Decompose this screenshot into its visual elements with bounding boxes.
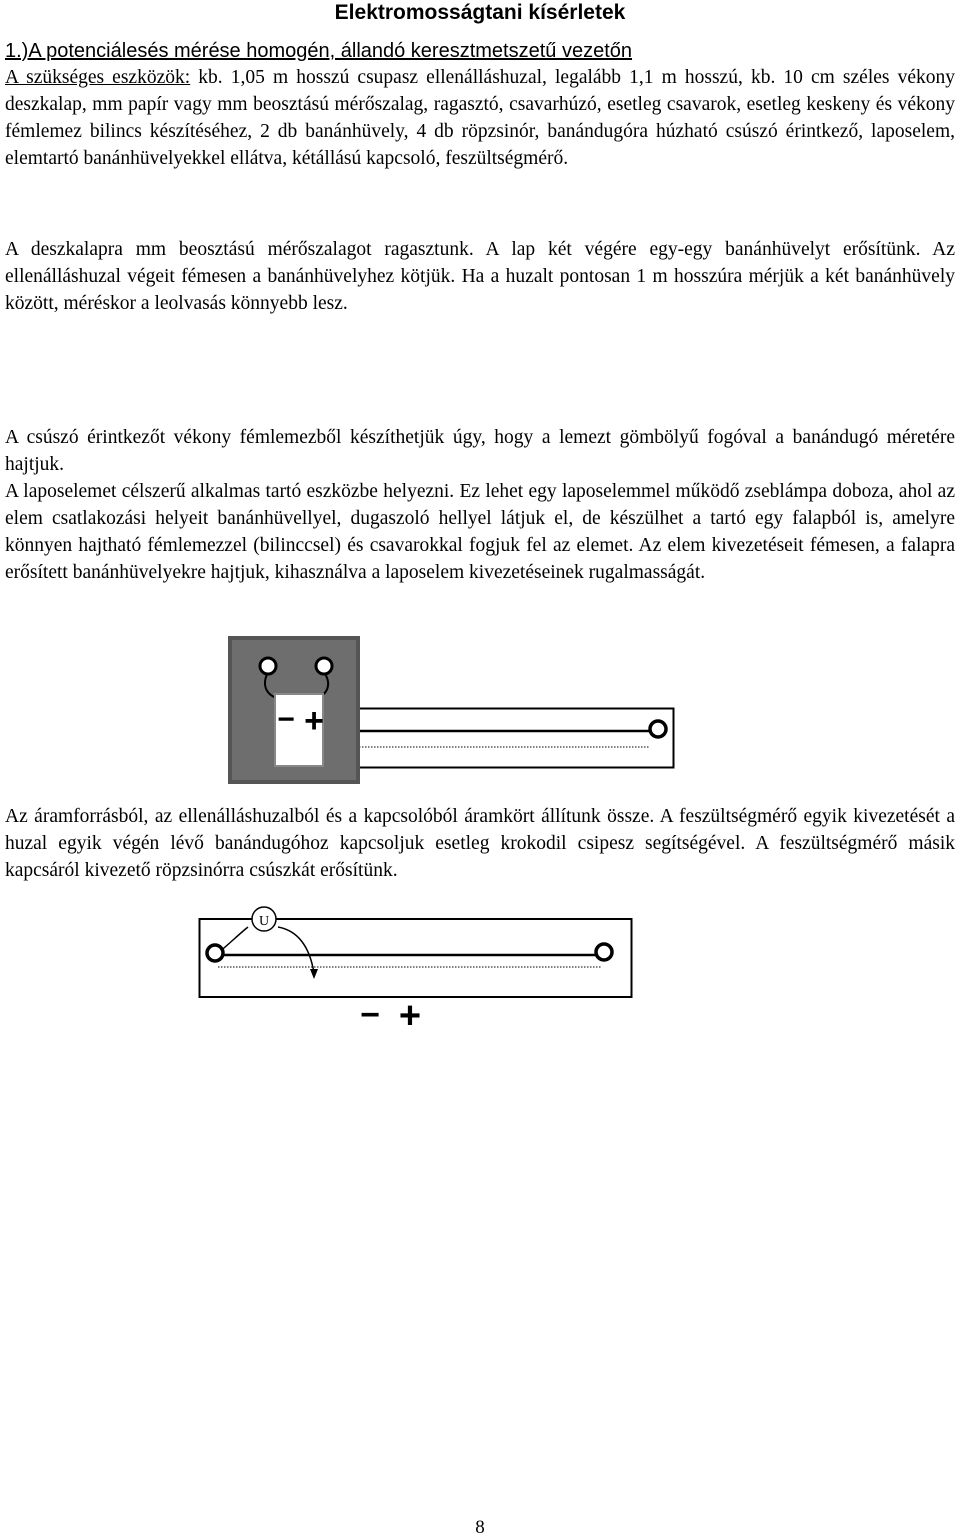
battery-holder-figure bbox=[228, 636, 362, 786]
tools-paragraph bbox=[5, 64, 955, 172]
tools-label: A szükséges eszközök: bbox=[5, 67, 191, 88]
battery-paragraph: A laposelemet célszerű alkalmas tartó eszközbe helyezni. Ez lehet egy laposelemmel működő zseblámpa doboza, ahol az elem csatlakozási helyeit banánhüvellyel, dugaszoló hellyel látjuk el, de készülhet a tartó egy falapból is, amelyre könnyen hajtható fémlemezzel (bilinccsel) és csavarokkal fogjuk fel az elemet. Az elem kivezetéseit fémesen, a falapra erősített banánhüvelyekre hajtjuk, kihasználva a laposelem kivezetéseinek rugalmasságát. bbox=[5, 481, 955, 583]
slider-paragraph: A csúszó érintkezőt vékony fémlemezből készíthetjük úgy, hogy a lemezt gömbölyű fogóval a banándugó méretére hajtjuk. bbox=[5, 427, 955, 475]
holder-socket-left bbox=[260, 658, 276, 674]
voltmeter-label: U bbox=[258, 914, 270, 929]
page-title: Elektromosságtani kísérletek bbox=[334, 1, 626, 24]
page-number: 8 bbox=[475, 1517, 485, 1538]
battery-minus-sign: − bbox=[277, 703, 295, 736]
circuit-socket-left bbox=[207, 945, 223, 961]
tools-text: kb. 1,05 m hosszú csupasz ellenálláshuzal, legalább 1,1 m hosszú, kb. 10 cm széles vékony deszkalap, mm papír vagy mm beosztású mérőszalag, ragasztó, csavarhúzó, esetleg csavarok, esetleg keskeny és vékony fémlemez bilincs készítéséhez, 2 db banánhüvely, 4 db röpzsinór, banándugóra húzható csúszó érintkező, laposelem, elemtartó banánhüvelyekkel ellátva, kétállású kapcsoló, feszültségmérő. bbox=[5, 67, 955, 169]
circuit-plus-sign: + bbox=[398, 995, 422, 1030]
circuit-socket-right bbox=[596, 944, 612, 960]
battery-plus-sign: + bbox=[304, 702, 324, 740]
banana-socket-right bbox=[650, 721, 666, 737]
section-heading: 1.)A potenciálesés mérése homogén, állandó keresztmetszetű vezetőn bbox=[5, 40, 633, 62]
circuit-minus-sign: − bbox=[360, 996, 380, 1030]
holder-socket-right bbox=[316, 658, 332, 674]
board-paragraph: A deszkalapra mm beosztású mérőszalagot ragasztunk. A lap két végére egy-egy banánhüvelyt erősítünk. Az ellenálláshuzal végeit fémesen a banánhüvelyhez kötjük. Ha a huzalt pontosan 1 m hosszúra mérjük a két banánhüvely között, méréskor a leolvasás könnyebb lesz. bbox=[5, 239, 955, 314]
circuit-paragraph: Az áramforrásból, az ellenálláshuzalból és a kapcsolóból áramkört állítunk össze. A feszültségmérő egyik kivezetését a huzal egyik végén lévő banándugóhoz kapcsoljuk esetleg krokodil csipesz segítségével. A feszültségmérő másik kapcsáról kivezető röpzsinórra csúszkát erősítünk. bbox=[5, 806, 955, 881]
circuit-figure bbox=[198, 905, 638, 1030]
